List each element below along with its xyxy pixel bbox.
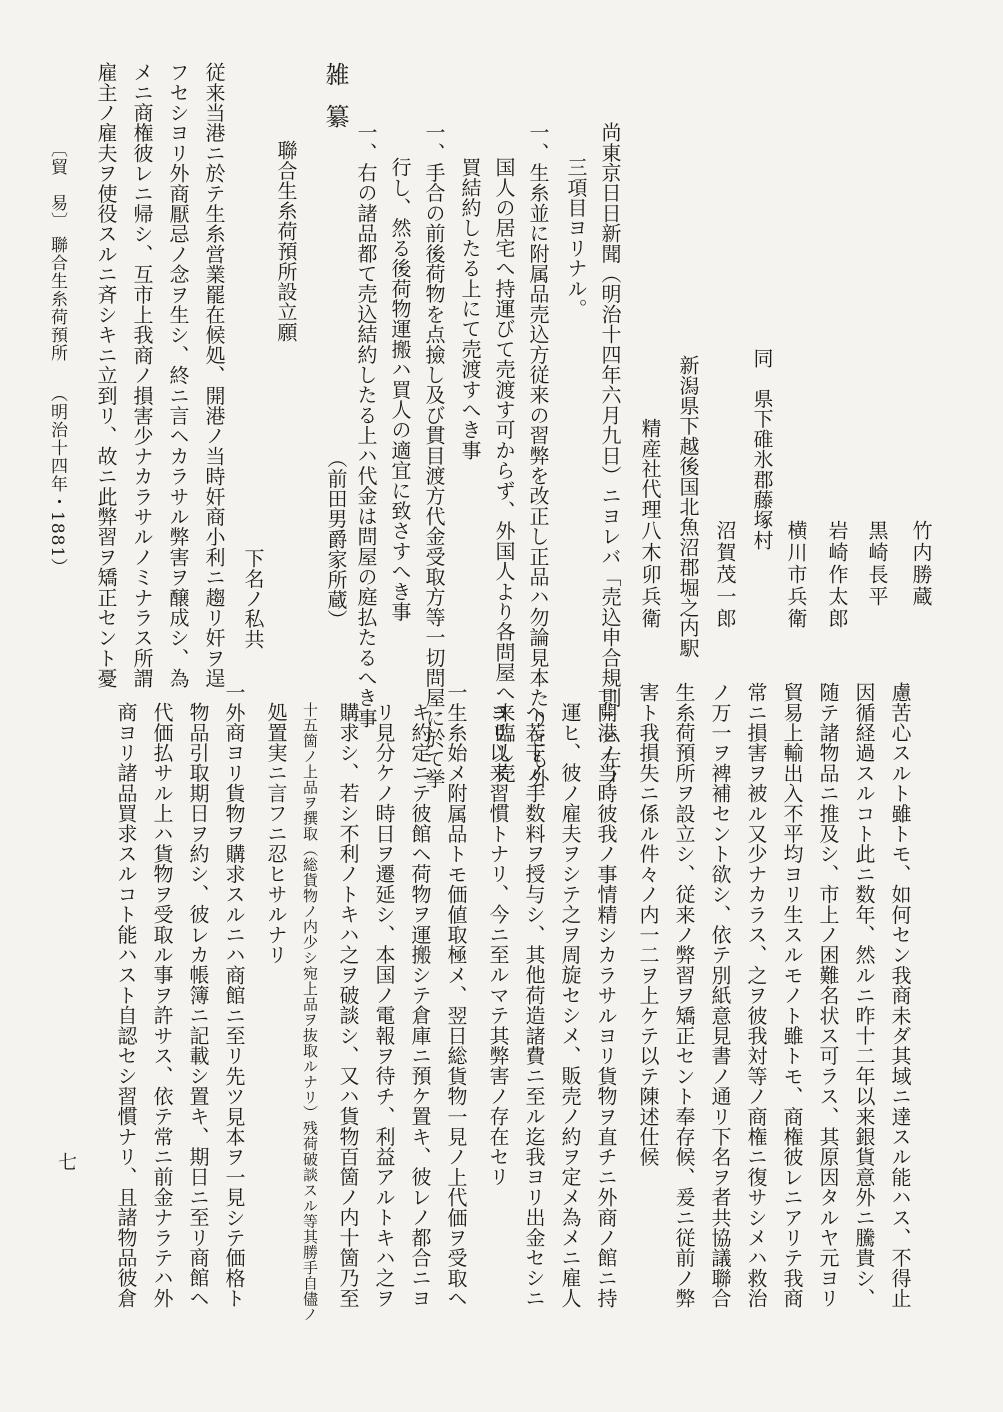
bottom-line-6: ノ万一ヲ裨補セント欲シ、依テ別紙意見書ノ通リ下名ヲ者共協議聯合 — [708, 682, 732, 1309]
bottom-line-22: 商ヨリ諸品買求スルコト能ハスト自認セシ習慣ナリ、且諸物品彼倉 — [114, 702, 138, 1308]
bottom-line-2: 因循経過スルコト此ニ数年、然ルニ昨十二年以来銀貨意外ニ騰貴シ、 — [852, 682, 876, 1309]
document-title: 聯合生糸荷預所設立願 — [274, 140, 298, 342]
bottom-line-5: 常ニ損害ヲ被ル又少ナカラス、之ヲ彼我対等ノ商権ニ復サシメハ救治 — [744, 682, 768, 1309]
bottom-line-11: ヘ若干ノ手数料ヲ授与シ、其他荷造諸費ニ至ル迄我ヨリ出金セシニ — [522, 702, 546, 1308]
bottom-line-17: 十五箇ノ上品ヲ撰取（総貨物ノ内少シ宛上品ヲ抜取ルナリ）残荷破談スル等其勝手自儘ノ — [301, 702, 319, 1322]
news-item-2b: 行し、然る後荷物運搬ハ買人の適宜に致さすへき事 — [388, 157, 412, 622]
bottom-line-18: 処置実ニ言フニ忍ヒサルナリ — [264, 702, 288, 965]
page-number: 七 — [55, 1152, 77, 1171]
bottom-line-13: 一生糸始メ附属品トモ価値取極メ、翌日総貨物一見ノ上代価ヲ受取ヘ — [444, 682, 468, 1309]
bottom-line-16: 購求シ、若シ不利ノトキハ之ヲ破談シ、又ハ貨物百箇ノ内十箇乃至 — [336, 702, 360, 1308]
signer-name-5: 沼賀茂一郎 — [713, 520, 737, 630]
news-intro-line-2: 三項目ヨリナル。 — [564, 157, 588, 319]
signer-name-6: 八木卯兵衛 — [638, 520, 662, 630]
news-item-1c: 買結約したる上にて売渡すへき事 — [458, 157, 482, 460]
document-signer: 下名ノ私共 — [241, 548, 265, 649]
news-item-1a: 一、生糸並に附属品売込方従来の習弊を改正し正品ハ勿論見本たりとも外 — [526, 122, 550, 789]
signer-name-2: 黒崎長平 — [865, 520, 889, 608]
bottom-line-21: 代価払サル上ハ貨物ヲ受取ル事ヲ許サス、依テ常ニ前金ナラテハ外 — [150, 702, 174, 1309]
bottom-line-7: 生糸荷預所ヲ設立シ、従来ノ弊習ヲ矯正セント奉存候、爰ニ従前ノ弊 — [672, 682, 696, 1309]
news-item-2a: 一、手合の前後荷物を点撿し及び貫目渡方代金受取方等一切問屋に於て挙 — [422, 122, 446, 789]
bottom-line-10: 運ヒ、彼ノ雇夫ヲシテ之ヲ周旋セシメ、販売ノ約ヲ定メ為メニ雇人 — [558, 702, 582, 1308]
signer-prefecture-1: 同 県下碓氷郡藤塚村 — [750, 348, 774, 550]
document-source: （前田男爵家所蔵） — [324, 448, 348, 630]
body-line-3: メニ商権彼レニ帰シ、互市上我商ノ損害少ナカラサルノミナラス所謂 — [130, 62, 154, 689]
bottom-line-14: キ約定ニテ彼館ヘ荷物ヲ運搬シテ倉庫ニ預ケ置キ、彼レノ都合ニヨ — [408, 702, 432, 1308]
signer-prefecture-2: 新潟県下越後国北魚沼郡堀之内駅 — [676, 355, 700, 658]
bottom-line-3: 随テ諸物品ニ推及シ、市上ノ困難名状ス可ラス、其原因タルヤ元ヨリ — [816, 682, 840, 1309]
bottom-line-8: 害ト我損失ニ係ル件々ノ内一二ヲ上ケテ以テ陳述仕候 — [636, 682, 660, 1167]
signer-name-3: 岩崎作太郎 — [825, 520, 849, 630]
news-intro-line-1: 尚東京日日新聞（明治十四年六月九日）ニヨレバ「売込申合規則」ハ左ノ — [598, 122, 622, 789]
body-line-4: 雇主ノ雇夫ヲ使役スルニ斉シキニ立到リ、故ニ此弊習ヲ矯正セント憂 — [94, 62, 118, 689]
signer-name-1: 竹内勝蔵 — [909, 520, 933, 608]
bottom-line-4: 貿易上輸出入不平均ヨリ生スルモノト雖トモ、商権彼レニアリテ我商 — [780, 682, 804, 1309]
section-title: 雑纂 — [321, 62, 349, 146]
footer-document: 聯合生糸荷預所 — [47, 236, 67, 362]
bottom-line-1: 慮苦心スルト雖トモ、如何セン我商未ダ其域ニ達スル能ハス、不得止 — [888, 682, 912, 1309]
bottom-line-9: 一開港ノ当時彼我ノ事情精シカラサルヨリ貨物ヲ直チニ外商ノ館ニ持 — [594, 682, 618, 1309]
bottom-line-12: ヨリ以来習慣トナリ、今ニ至ルマテ其弊害ノ存在セリ — [486, 702, 510, 1187]
news-item-1b: 国人の居宅へ持運びて売渡す可からず、外国人より各問屋へ来臨し売 — [492, 157, 516, 784]
bottom-line-19: 一外商ヨリ貨物ヲ購求スルニハ商館ニ至リ先ツ見本ヲ一見シテ価格ト — [222, 682, 246, 1309]
bottom-line-15: リ見分ケノ時日ヲ遷延シ、本国ノ電報ヲ待チ、利益アルトキハ之ヲ — [372, 702, 396, 1308]
signer-agent: 精産社代理 — [638, 418, 662, 519]
footer-series: 〔貿 易〕 — [47, 140, 67, 230]
news-item-3: 一、右の諸品都て売込結約したる上ハ代金は問屋の庭払たるへき事 — [354, 122, 378, 728]
footer-year: （明治十四年・1881） — [47, 385, 67, 577]
bottom-line-20: 物品引取期日ヲ約シ、彼レカ帳簿ニ記載シ置キ、期日ニ至リ商館ヘ — [186, 702, 210, 1308]
body-line-2: フセシヨリ外商厭忌ノ念ヲ生シ、終ニ言ヘカラサル弊害ヲ醸成シ、為 — [166, 62, 190, 689]
body-line-1: 従来当港ニ於テ生糸営業罷在候処、開港ノ当時奸商小利ニ趨リ奸ヲ逞 — [202, 62, 226, 689]
signer-name-4: 横川市兵衛 — [784, 520, 808, 630]
